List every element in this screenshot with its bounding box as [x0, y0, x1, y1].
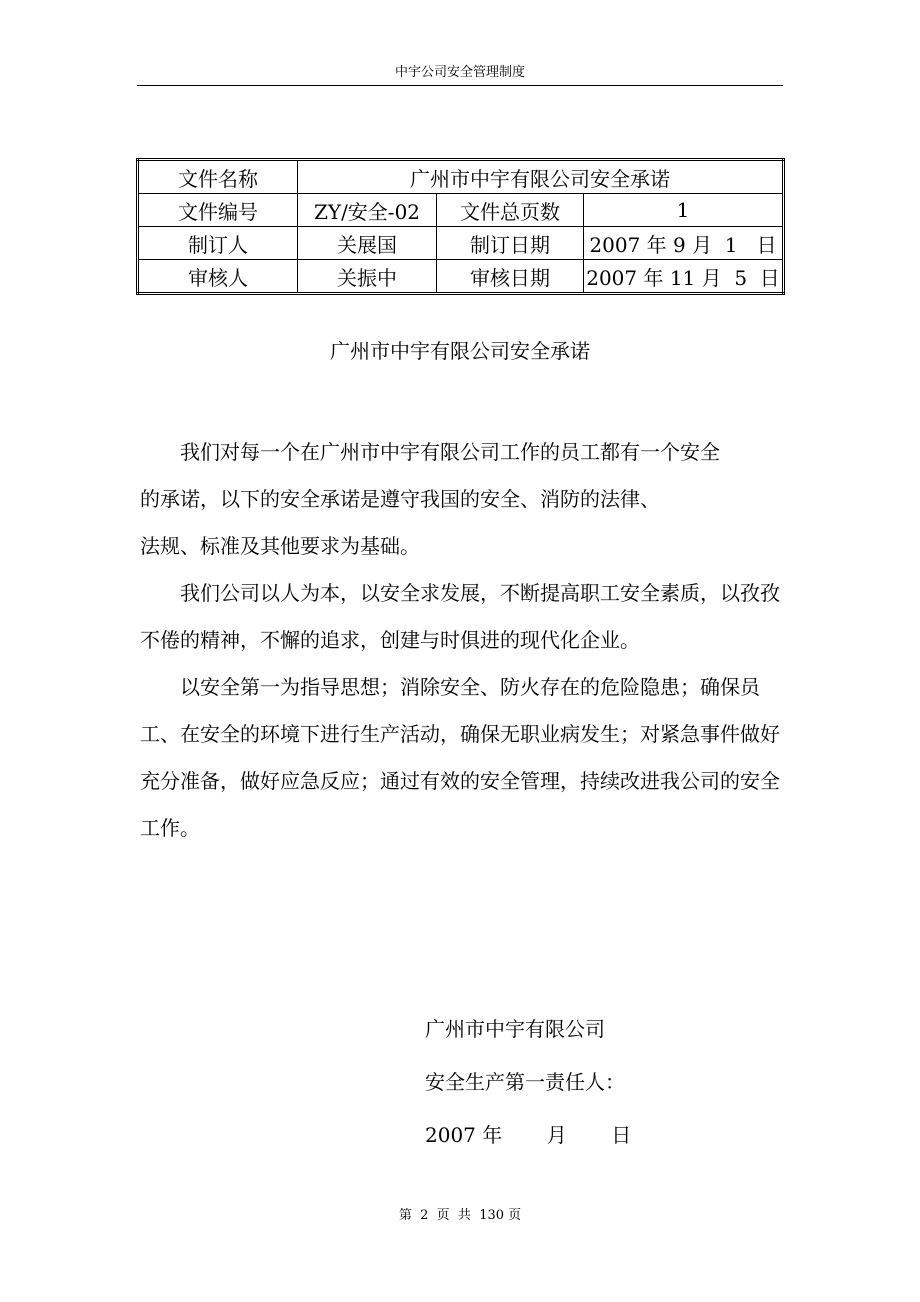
table-row: [138, 194, 784, 227]
field-value: 2007 年 9 月 1 日: [584, 227, 784, 260]
field-label: 文件名称: [138, 160, 298, 194]
field-value: 广州市中宇有限公司安全承诺: [298, 160, 784, 194]
page-header: 中宇公司安全管理制度: [394, 65, 525, 80]
field-value: 2007 年 11 月 5 日: [584, 260, 784, 294]
paragraph: 我们公司以人为本，以安全求发展，不断提高职工安全素质，以孜孜不倦的精神，不懈的追求，创建与时俱进的现代化企业。: [140, 581, 780, 652]
field-label: 审核日期: [437, 260, 584, 294]
page-footer: 第 2 页 共 130 页: [398, 1208, 522, 1223]
paragraph: 我们对每一个在广州市中宇有限公司工作的员工都有一个安全: [180, 440, 720, 464]
field-label: 审核人: [138, 260, 298, 294]
table-row: [138, 260, 784, 294]
document-title: 广州市中宇有限公司安全承诺: [330, 339, 590, 363]
paragraph: 的承诺，以下的安全承诺是遵守我国的安全、消防的法律、: [140, 487, 660, 511]
field-label: 制订人: [138, 227, 298, 260]
paragraph: 以安全第一为指导思想；消除安全、防火存在的危险隐患；确保员工、在安全的环境下进行生产活动，确保无职业病发生；对紧急事件做好充分准备，做好应急反应；通过有效的安全管理，持续改进我公司的安全工作。: [140, 675, 780, 840]
field-value: 1: [584, 194, 784, 227]
document-body: [140, 429, 780, 852]
field-value: 关展国: [298, 227, 437, 260]
field-value: 关振中: [298, 260, 437, 294]
field-value: ZY/安全-02: [298, 194, 437, 227]
signature-block: [425, 1003, 631, 1162]
table-row: [138, 227, 784, 260]
table-row: [138, 160, 784, 194]
signature-date: 2007 年 月 日: [425, 1123, 632, 1147]
signature-responsible: 安全生产第一责任人：: [425, 1070, 625, 1094]
signature-company: 广州市中宇有限公司: [425, 1017, 605, 1041]
field-label: 制订日期: [437, 227, 584, 260]
header-rule: [137, 85, 783, 86]
paragraph: 法规、标准及其他要求为基础。: [140, 534, 420, 558]
field-label: 文件编号: [138, 194, 298, 227]
document-info-table: [136, 158, 785, 295]
field-label: 文件总页数: [437, 194, 584, 227]
